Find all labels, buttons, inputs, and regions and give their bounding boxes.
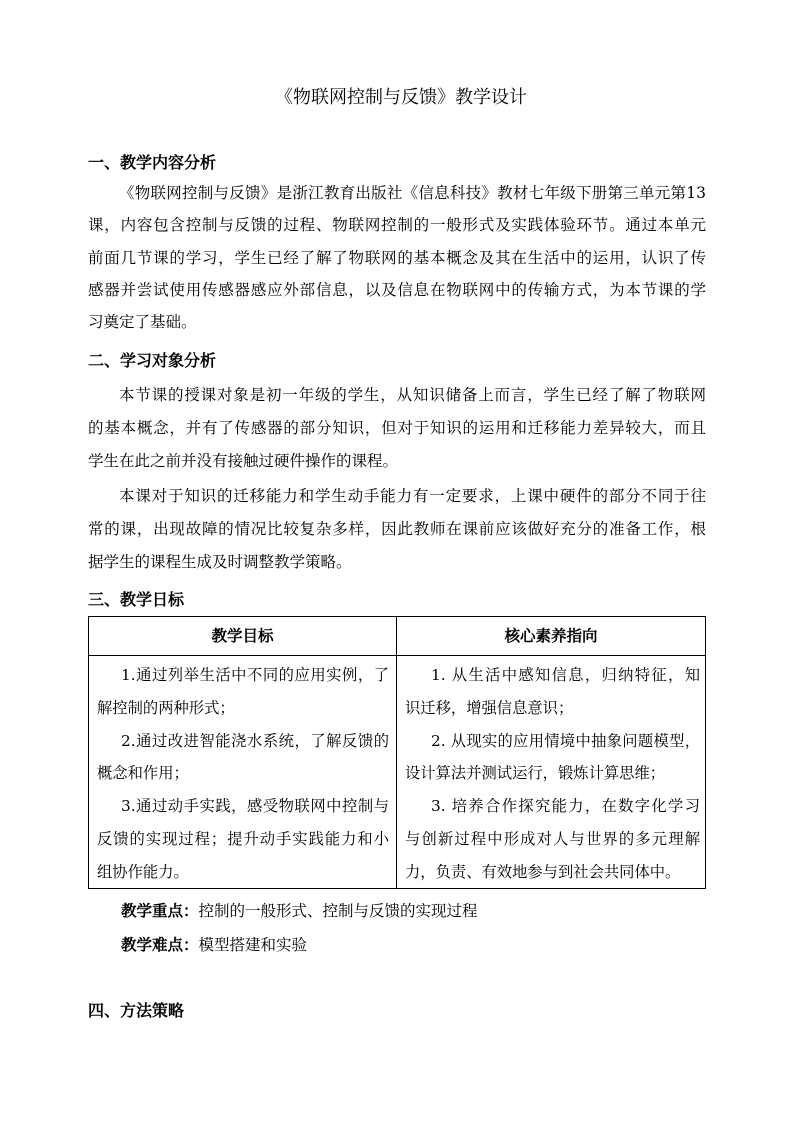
cell-line: 反馈的实现过程；提升动手实践能力和小: [97, 829, 389, 848]
competency-item: [405, 725, 700, 791]
objectives-table: [88, 616, 706, 889]
cell-line: 2. 从现实的应用情境中抽象问题模型，: [431, 731, 700, 750]
cell-line: 3.通过动手实践，感受物联网中控制与: [121, 797, 389, 816]
cell-line: 组协作能力。: [97, 862, 189, 881]
paragraph-line: 前面几节课的学习，学生已经了解了物联网的基本概念及其在生活中的运用，认识了传: [88, 248, 706, 267]
goal-item: [97, 790, 389, 888]
cell-line: 识迁移，增强信息意识；: [405, 698, 574, 717]
competency-item: [405, 790, 700, 888]
cell-line: 与创新过程中形成对人与世界的多元理解: [405, 829, 700, 848]
section-heading-learner-analysis: 二、学习对象分析: [88, 351, 217, 370]
paragraph-line: 的基本概念，并有了传感器的部分知识，但对于知识的运用和迁移能力差异较大，而且: [88, 418, 706, 437]
cell-line: 2.通过改进智能浇水系统，了解反馈的: [121, 731, 389, 750]
section-heading-objectives: 三、教学日标: [88, 590, 185, 609]
competency-item: [405, 659, 700, 725]
cell-line: 力，负责、有效地参与到社会共同体中。: [405, 862, 681, 881]
paragraph-line: 学生在此之前并没有接触过硬件操作的课程。: [88, 451, 399, 470]
cell-line: 解控制的两种形式；: [97, 698, 235, 717]
section-heading-content-analysis: 一、教学内容分析: [88, 153, 217, 172]
table-header-competencies: 核心素养指向: [504, 626, 598, 645]
difficult-point-label: 教学难点：: [121, 935, 199, 954]
paragraph-line: 课，内容包含控制与反馈的过程、物联网控制的一般形式及实践体验环节。通过本单元: [88, 216, 706, 235]
paragraph-line: 感器并尝试使用传感器感应外部信息，以及信息在物联网中的传输方式，为本节课的学: [88, 280, 706, 299]
section-heading-methods: 四、方法策略: [88, 1001, 185, 1020]
paragraph-line: 据学生的课程生成及时调整教学策略。: [88, 552, 352, 571]
goal-item: [97, 659, 389, 725]
key-point-label: 教学重点：: [121, 901, 199, 920]
key-point-text: 控制的一般形式、控制与反馈的实现过程: [198, 902, 478, 920]
cell-line: 1.通过列举生活中不同的应用实例，了: [121, 666, 389, 684]
difficult-point-text: 模型搭建和实验: [198, 936, 308, 954]
content-analysis-paragraph: [88, 177, 706, 338]
paragraph-line: 《物联网控制与反馈》是浙江教育出版社《信息科技》教材七年级下册第三单元第13: [119, 184, 706, 202]
table-header-goals: 教学目标: [211, 626, 274, 645]
learner-analysis-paragraph: [88, 379, 706, 477]
paragraph-line: 本节课的授课对象是初一年级的学生，从知识储备上而言，学生已经了解了物联网: [119, 386, 706, 404]
paragraph-line: 本课对于知识的迁移能力和学生动手能力有一定要求，上课中硬件的部分不同于往: [119, 487, 706, 505]
goal-item: [97, 725, 389, 791]
learner-analysis-paragraph: [88, 480, 706, 578]
competencies-cell: [397, 656, 705, 889]
paragraph-line: 常的课，出现故障的情况比较复杂多样，因此教师在课前应该做好充分的准备工作，根: [88, 519, 706, 538]
goals-cell: [89, 656, 396, 889]
cell-line: 设计算法并测试运行，锻炼计算思维；: [405, 764, 666, 783]
paragraph-line: 习奠定了基础。: [88, 313, 197, 332]
cell-line: 3. 培养合作探究能力，在数字化学习: [431, 797, 700, 816]
difficult-point: [88, 929, 706, 961]
cell-line: 1. 从生活中感知信息，归纳特征，知: [431, 666, 700, 684]
document-title: 《物联网控制与反馈》教学设计: [275, 87, 527, 108]
cell-line: 概念和作用；: [97, 764, 189, 783]
key-point: [88, 895, 706, 927]
